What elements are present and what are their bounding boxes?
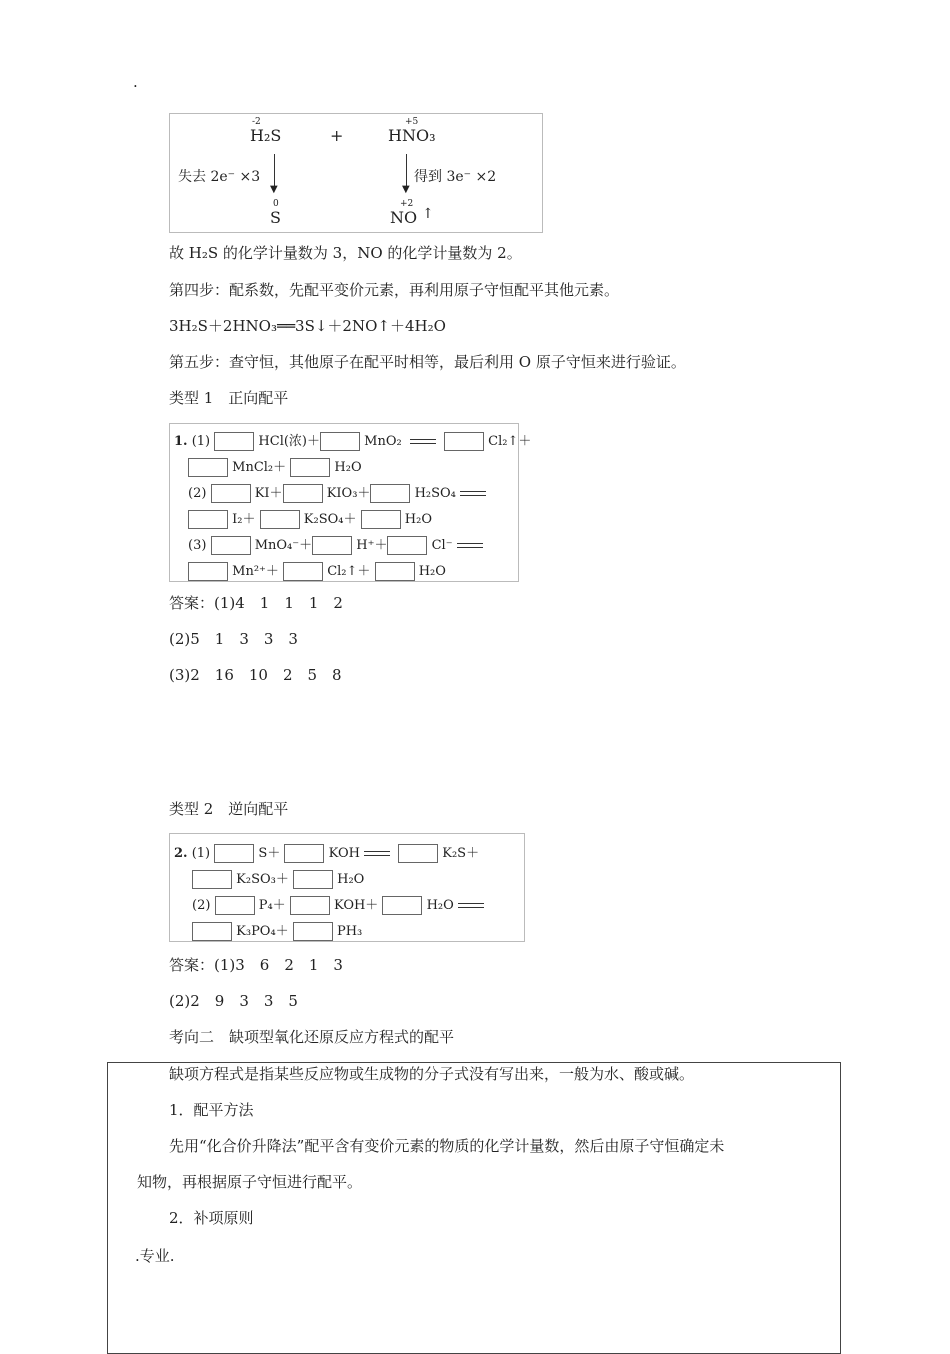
- blank-box[interactable]: [370, 484, 410, 503]
- arrow-head-right-icon: ▼: [402, 184, 410, 195]
- exercise-two-line2: K₂SO₃＋ H₂O: [192, 868, 364, 889]
- s-oxidation-state: 0: [273, 199, 279, 209]
- h2s-formula: H₂S: [250, 126, 282, 145]
- no-product: NO: [390, 208, 418, 227]
- blank-box[interactable]: [320, 432, 360, 451]
- plus-sign: +: [330, 126, 344, 145]
- exercise-one-line4: I₂＋ K₂SO₄＋ H₂O: [188, 508, 432, 529]
- blank-box[interactable]: [214, 432, 254, 451]
- no-oxidation-state: +2: [400, 199, 414, 209]
- h2s-oxidation-state: -2: [252, 117, 261, 127]
- blank-box[interactable]: [192, 922, 232, 941]
- blank-box[interactable]: [398, 844, 438, 863]
- exercise-two-figure: [169, 833, 525, 942]
- redox-electron-transfer-figure: [169, 113, 543, 233]
- arrow-head-left-icon: ▼: [270, 184, 278, 195]
- step-four: 第四步：配系数，先配平变价元素，再利用原子守恒配平其他元素。: [169, 281, 620, 299]
- blank-box[interactable]: [283, 562, 323, 581]
- answer-two-part2: (2)2 9 3 3 5: [169, 992, 298, 1010]
- blank-box[interactable]: [387, 536, 427, 555]
- blank-box[interactable]: [188, 458, 228, 477]
- blank-box[interactable]: [361, 510, 401, 529]
- blank-box[interactable]: [312, 536, 352, 555]
- blank-box[interactable]: [211, 484, 251, 503]
- blank-box[interactable]: [382, 896, 422, 915]
- exercise-one-figure: [169, 423, 532, 582]
- hno3-formula: HNO₃: [388, 126, 436, 145]
- balanced-equation: 3H₂S＋2HNO₃══3S↓＋2NO↑＋4H₂O: [169, 317, 446, 335]
- blank-box[interactable]: [444, 432, 484, 451]
- header-dot: .: [133, 73, 138, 91]
- info-box-heading1: 1．配平方法: [169, 1101, 254, 1119]
- down-arrow-left: [274, 154, 275, 188]
- blank-box[interactable]: [283, 484, 323, 503]
- blank-box[interactable]: [284, 844, 324, 863]
- info-box-heading2: 2．补项原则: [169, 1209, 254, 1227]
- exercise-two-line4: K₃PO₄＋ PH₃: [192, 920, 362, 941]
- blank-box[interactable]: [214, 844, 254, 863]
- step-five: 第五步：查守恒，其他原子在配平时相等，最后利用 O 原子守恒来进行验证。: [169, 353, 686, 371]
- type-one-heading: 类型 1 正向配平: [169, 389, 289, 407]
- lose-electrons-label: 失去 2e⁻ ×3: [178, 169, 261, 185]
- exercise-two-line3: (2) P₄＋ KOH＋ H₂O: [192, 894, 488, 915]
- blank-box[interactable]: [211, 536, 251, 555]
- paragraph-coefficients: 故 H₂S 的化学计量数为 3，NO 的化学计量数为 2。: [169, 244, 522, 262]
- blank-box[interactable]: [290, 458, 330, 477]
- blank-box[interactable]: [188, 510, 228, 529]
- answer-two-part1: 答案：(1)3 6 2 1 3: [169, 956, 343, 974]
- s-product: S: [270, 208, 281, 227]
- section-two-heading: 考向二 缺项型氧化还原反应方程式的配平: [169, 1028, 455, 1046]
- exercise-one-line3: (2) KI＋ KIO₃＋ H₂SO₄: [188, 482, 490, 503]
- gain-electrons-label: 得到 3e⁻ ×2: [414, 169, 497, 185]
- exercise-one-line2: MnCl₂＋ H₂O: [188, 456, 362, 477]
- exercise-one-line1: 1. (1) HCl(浓)＋ MnO₂ Cl₂↑＋: [174, 434, 532, 449]
- page-footer: .专业.: [135, 1247, 175, 1265]
- blank-box[interactable]: [188, 562, 228, 581]
- exercise-two-line1: 2. (1) S＋ KOH K₂S＋: [174, 846, 480, 861]
- down-arrow-right: [406, 154, 407, 188]
- answer-one-part1: 答案：(1)4 1 1 1 2: [169, 594, 343, 612]
- blank-box[interactable]: [293, 870, 333, 889]
- exercise-one-line6: Mn²⁺＋ Cl₂↑＋ H₂O: [188, 560, 446, 581]
- blank-box[interactable]: [260, 510, 300, 529]
- blank-box[interactable]: [215, 896, 255, 915]
- type-two-heading: 类型 2 逆向配平: [169, 800, 289, 818]
- exercise-one-line5: (3) MnO₄⁻＋ H⁺＋ Cl⁻: [188, 534, 487, 555]
- info-box-paragraph1: 缺项方程式是指某些反应物或生成物的分子式没有写出来，一般为水、酸或碱。: [169, 1065, 695, 1083]
- answer-one-part3: (3)2 16 10 2 5 8: [169, 666, 342, 684]
- blank-box[interactable]: [375, 562, 415, 581]
- hno3-oxidation-state: +5: [405, 117, 419, 127]
- blank-box[interactable]: [293, 922, 333, 941]
- answer-one-part2: (2)5 1 3 3 3: [169, 630, 298, 648]
- info-box-paragraph2-line2: 知物，再根据原子守恒进行配平。: [137, 1173, 363, 1191]
- gas-arrow-icon: ↑: [422, 206, 434, 222]
- blank-box[interactable]: [290, 896, 330, 915]
- info-box-paragraph2-line1: 先用“化合价升降法”配平含有变价元素的物质的化学计量数，然后由原子守恒确定未: [169, 1137, 725, 1155]
- blank-box[interactable]: [192, 870, 232, 889]
